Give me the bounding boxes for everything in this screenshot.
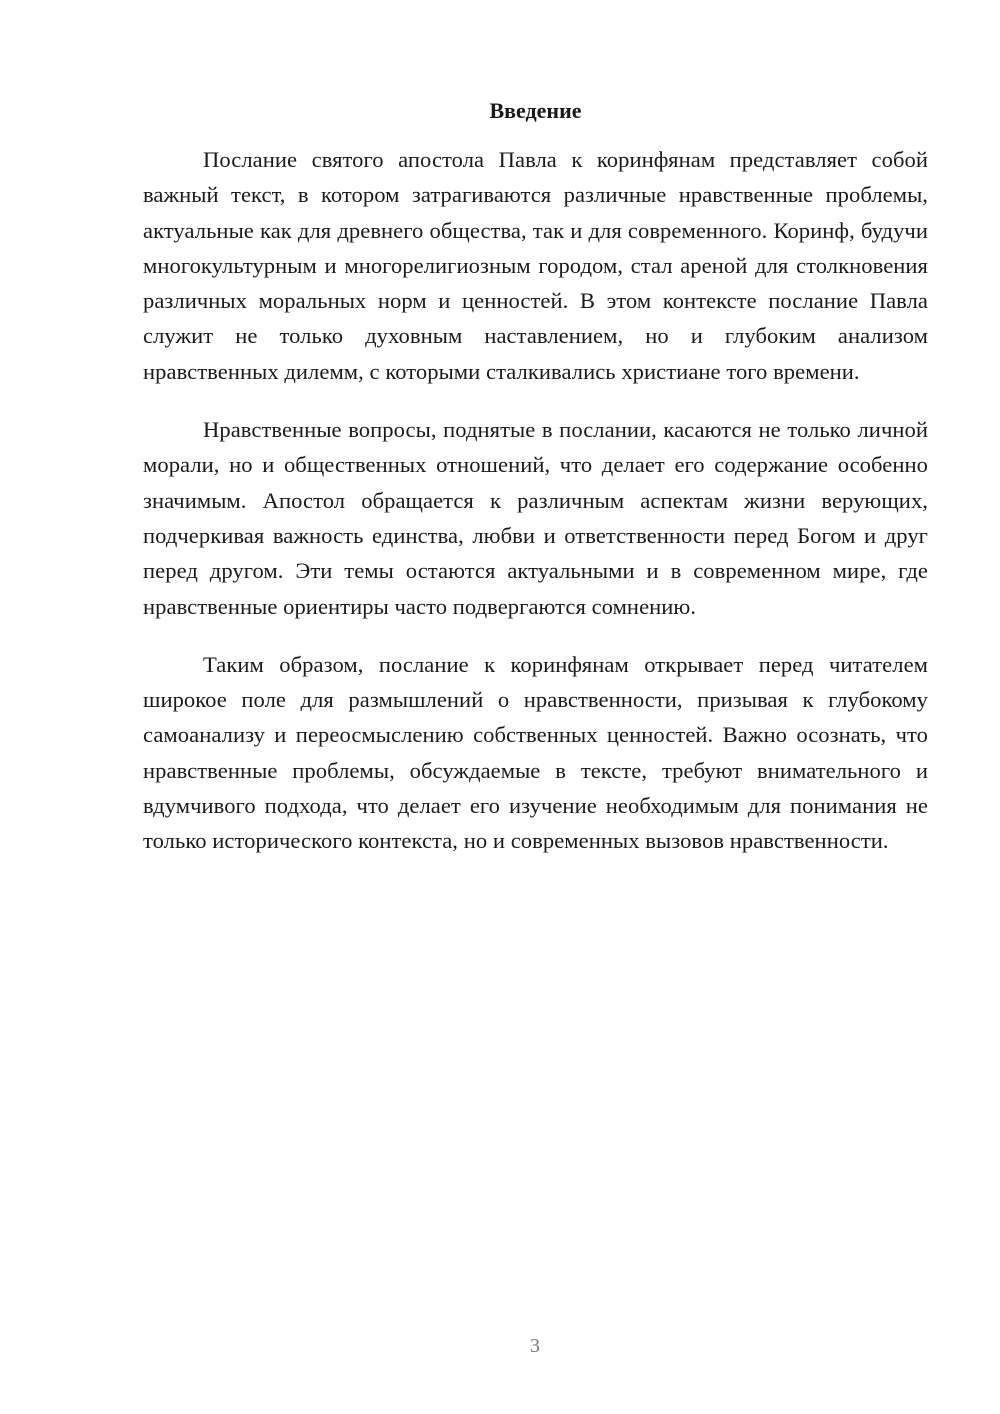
paragraph-2: Нравственные вопросы, поднятые в послании, касаются не только личной морали, но и общественных отношений, что делает его содержание особенно значимым. Апостол обращается к различным аспектам жизни верующих, подчеркивая важность единства, любви и ответственности перед Богом и друг перед другом. Эти темы остаются актуальными и в современном мире, где нравственные ориентиры часто подвергаются сомнению.: [143, 417, 928, 619]
paragraph-1: Послание святого апостола Павла к коринфянам представляет собой важный текст, в котором затрагиваются различные нравственные проблемы, актуальные как для древнего общества, так и для современного. Коринф, будучи многокультурным и многорелигиозным городом, стал ареной для столкновения различных моральных норм и ценностей. В этом контексте послание Павла служит не только духовным наставлением, но и глубоким анализом нравственных дилемм, с которыми сталкивались христиане того времени.: [143, 147, 928, 384]
paragraph-3: Таким образом, послание к коринфянам открывает перед читателем широкое поле для размышлений о нравственности, призывая к глубокому самоанализу и переосмыслению собственных ценностей. Важно осознать, что нравственные проблемы, обсуждаемые в тексте, требуют внимательного и вдумчивого подхода, что делает его изучение необходимым для понимания не только исторического контекста, но и современных вызовов нравственности.: [143, 651, 928, 854]
document-body: [143, 142, 928, 882]
page-title: Введение: [489, 98, 582, 123]
page-number: 3: [530, 1335, 540, 1357]
